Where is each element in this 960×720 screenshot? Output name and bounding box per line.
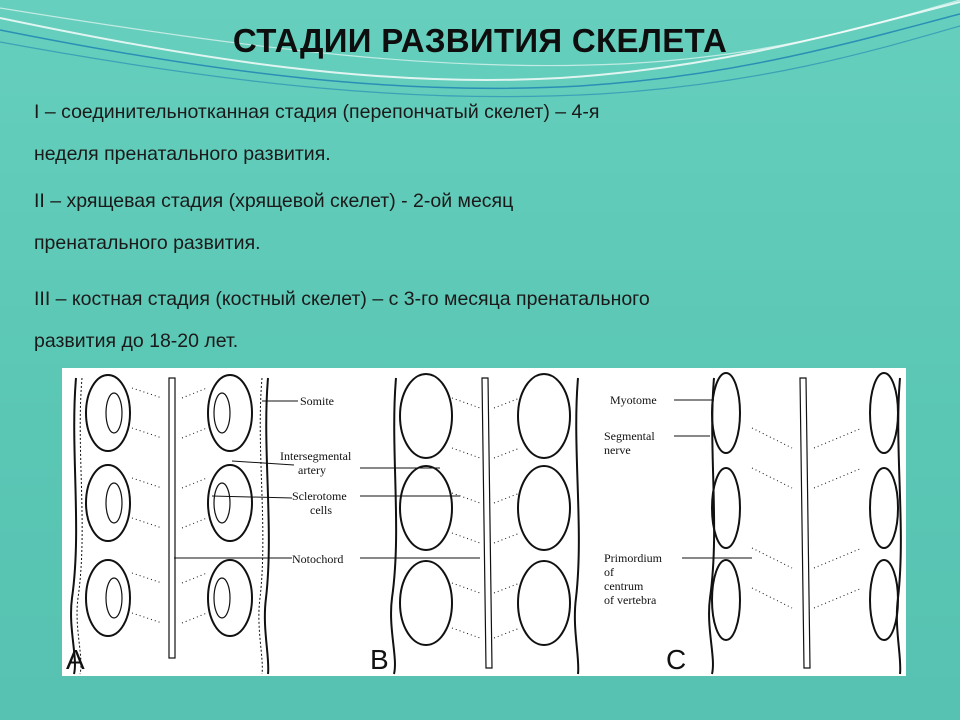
panel-c-drawing [674,373,901,674]
panel-b-drawing [360,374,579,674]
label-nerve: nerve [604,443,631,457]
label-myotome: Myotome [610,393,657,407]
slide-title: СТАДИИ РАЗВИТИЯ СКЕЛЕТА [232,22,728,59]
label-intersegmental: Intersegmental [280,449,352,463]
stage-1-line-2: неделя пренатального развития. [34,143,331,165]
label-primordium: Primordium [604,551,663,565]
panel-label-a: A [66,644,85,675]
stage-2-line-2: пренатального развития. [34,232,261,254]
label-of: of [604,565,614,579]
stage-1-text [34,91,914,175]
label-somite: Somite [300,394,335,408]
stage-3-line-2: развития до 18-20 лет. [34,330,239,352]
stage-2-text [34,180,914,264]
stage-2-line-1: II – хрящевая стадия (хрящевой скелет) - 2-ой месяц [34,190,514,212]
label-notochord: Notochord [292,552,344,566]
panel-label-b: B [370,644,389,675]
figure-drawing [62,368,906,676]
stage-3-text [34,278,914,362]
stage-1-line-1: I – соединительнотканная стадия (перепончатый скелет) – 4-я [34,101,600,123]
label-segmental: Segmental [604,429,655,443]
label-centrum: centrum [604,579,644,593]
embryology-figure [62,368,906,676]
label-sclerotome: Sclerotome [292,489,347,503]
label-artery: artery [298,463,326,477]
panel-a-drawing [71,375,298,674]
panel-label-c: C [666,644,687,675]
label-of-vertebra: of vertebra [604,593,657,607]
label-cells: cells [310,503,332,517]
stage-3-line-1: III – костная стадия (костный скелет) – с 3-го месяца пренатального [34,288,650,310]
